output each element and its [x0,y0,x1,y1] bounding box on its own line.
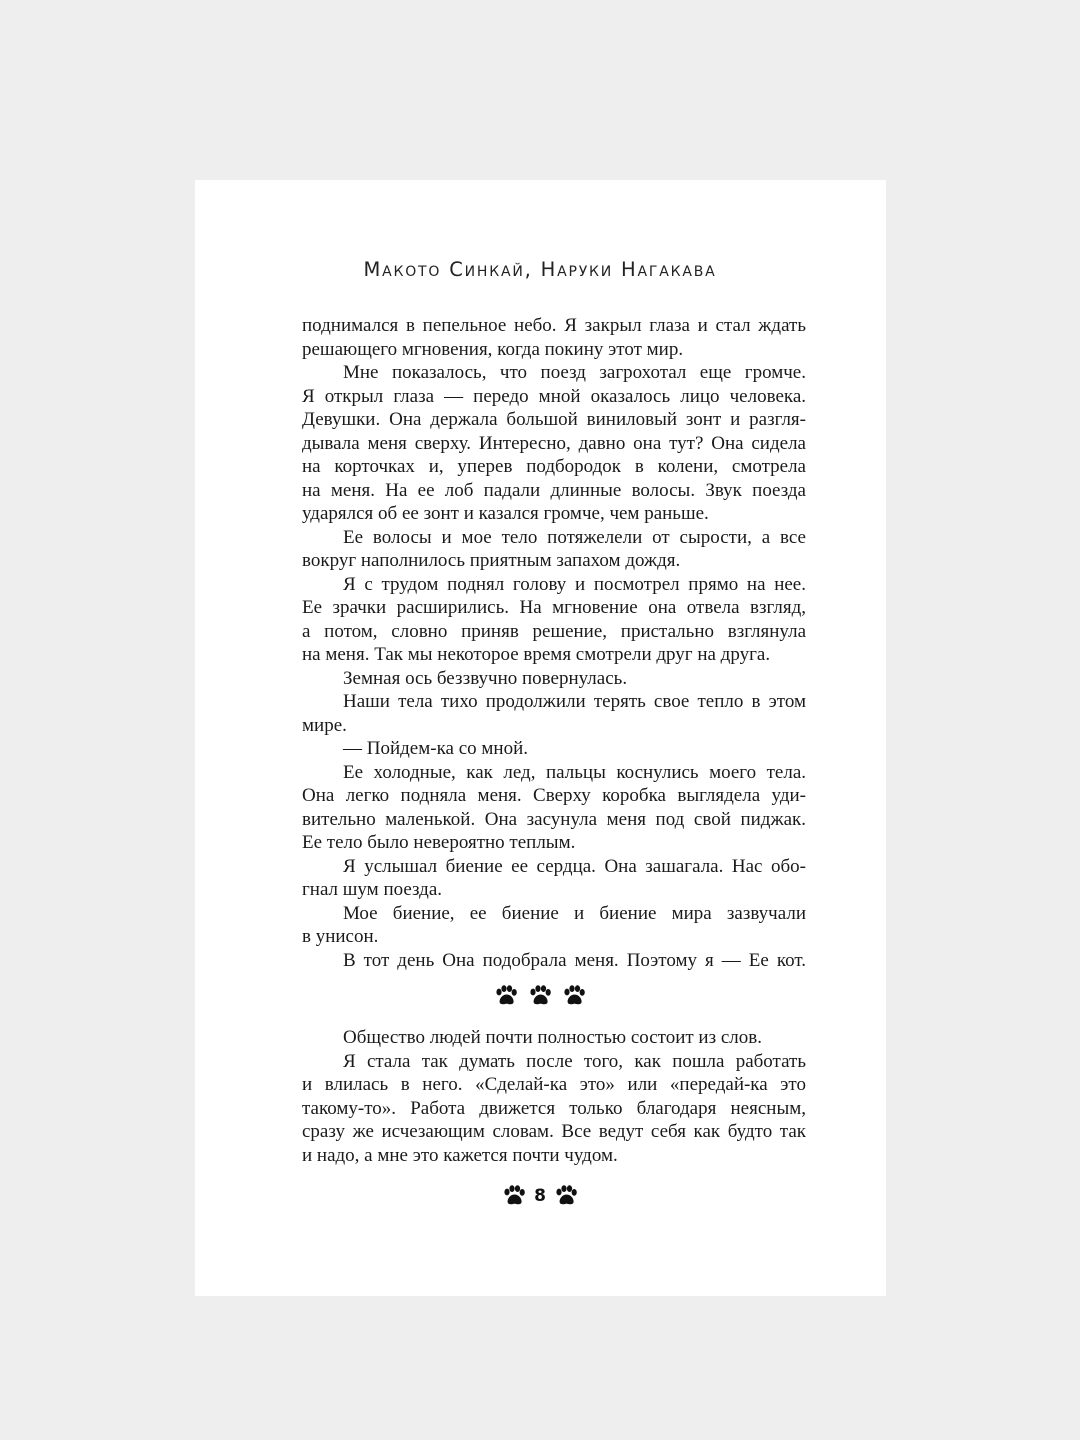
text-line: в унисон. [302,926,379,947]
paw-icon [562,985,586,1007]
text-line: Девушки. Она держала большой виниловый зонт и разгля- [302,409,806,430]
text-line: В тот день Она подобрала меня. Поэтому я — Ее кот. [343,949,806,971]
text-line: Она легко подняла меня. Сверху коробка выглядела уди- [302,785,806,806]
text-line: и влилась в него. «Сделай-ка это» или «передай-ка это [302,1074,806,1095]
text-line: — Пойдем-ка со мной. [343,738,529,759]
page-folio [0,1185,1080,1213]
text-line: поднимался в пепельное небо. Я закрыл глаза и стал ждать [302,315,806,336]
text-line: Ее тело было невероятно теплым. [302,832,576,853]
text-line: Ее волосы и мое тело потяжелели от сырости, а все [343,526,806,548]
text-section-2 [302,1026,806,1167]
text-section-1 [302,314,806,972]
text-line: на меня. На ее лоб падали длинные волосы. Звук поезда [302,479,806,501]
paw-icon [494,985,518,1007]
text-line: Наши тела тихо продолжили терять свое тепло в этом [343,691,806,712]
paw-icon [528,985,552,1007]
section-divider [0,985,1080,1013]
paw-icon [554,1185,578,1207]
text-line: Общество людей почти полностью состоит из слов. [343,1027,762,1048]
text-line: Ее зрачки расширились. На мгновение она отвела взгляд, [302,597,806,618]
text-line: Земная ось беззвучно повернулась. [343,667,628,689]
text-line: Ее холодные, как лед, пальцы коснулись моего тела. [343,761,806,783]
text-line: решающего мгновения, когда покину этот мир. [302,338,684,360]
text-line: сразу же исчезающим словам. Все ведут себя как будто так [302,1121,806,1142]
text-line: вительно маленькой. Она засунула меня под свой пиджак. [302,808,806,830]
text-line: на корточках и, уперев подбородок в колени, смотрела [302,456,806,477]
text-line: Мое биение, ее биение и биение мира зазвучали [343,902,806,924]
text-line: Я с трудом поднял голову и посмотрел прямо на нее. [343,573,806,595]
text-line: дывала меня сверху. Интересно, давно она тут? Она сидела [302,432,806,454]
text-line: такому-то». Работа движется только благодаря неясным, [302,1097,806,1119]
text-line: и надо, а мне это кажется почти чудом. [302,1144,618,1166]
running-head: Макото Синкай, Наруки Нагакава [363,258,717,281]
text-line: на меня. Так мы некоторое время смотрели друг на друга. [302,644,771,665]
text-line: Я услышал биение ее сердца. Она зашагала. Нас обо- [343,855,806,877]
paw-icon [502,1185,526,1207]
page-number: 8 [534,1186,546,1206]
text-line: Я стала так думать после того, как пошла работать [343,1050,806,1072]
text-line: ударялся об ее зонт и казался громче, чем раньше. [302,503,709,524]
text-line: вокруг наполнилось приятным запахом дождя. [302,550,681,571]
text-line: мире. [302,714,347,736]
text-line: Я открыл глаза — передо мной оказалось лицо человека. [302,385,806,407]
text-line: Мне показалось, что поезд загрохотал еще громче. [343,362,806,383]
text-line: а потом, словно приняв решение, пристально взглянула [302,620,806,642]
text-line: гнал шум поезда. [302,879,443,900]
